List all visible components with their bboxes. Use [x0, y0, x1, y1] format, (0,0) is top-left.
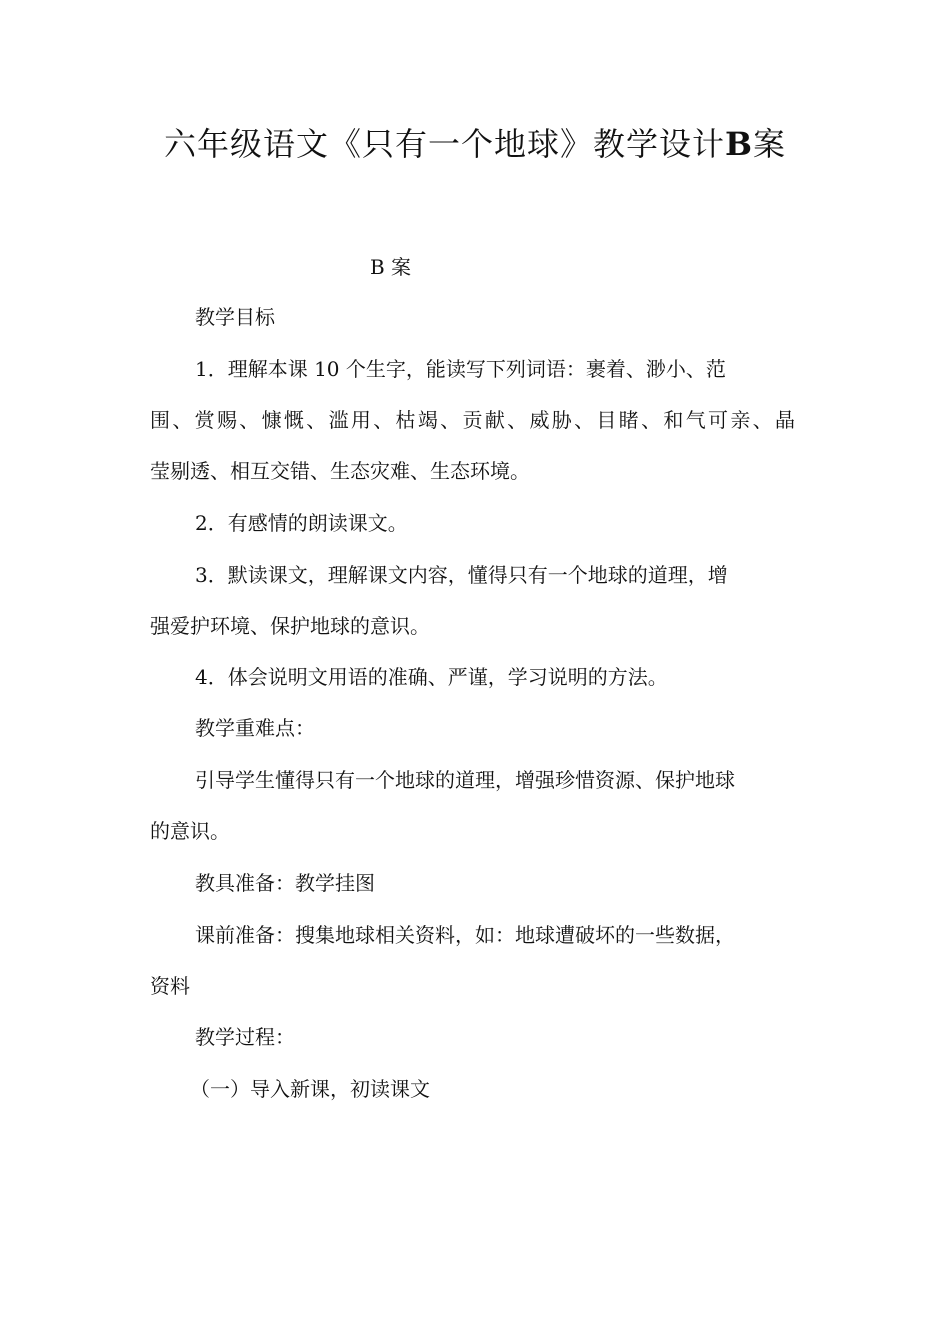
title-main-text: 六年级语文《只有一个地球》教学设计 — [163, 125, 725, 163]
objective-3-line-1: 3．默读课文，理解课文内容，懂得只有一个地球的道理，增 — [195, 563, 728, 587]
objective-4: 4．体会说明文用语的准确、严谨，学习说明的方法。 — [195, 665, 668, 689]
objectives-heading: 教学目标 — [195, 305, 275, 329]
objective-1-line-3: 莹剔透、相互交错、生态灾难、生态环境。 — [150, 459, 530, 483]
preparation-line-1: 课前准备：搜集地球相关资料，如：地球遭破坏的一些数据， — [195, 923, 735, 947]
objective-3-line-2: 强爱护环境、保护地球的意识。 — [150, 614, 430, 638]
section-1-heading: （一）导入新课，初读课文 — [190, 1077, 430, 1101]
document-title — [0, 118, 950, 170]
key-points-line-1: 引导学生懂得只有一个地球的道理，增强珍惜资源、保护地球 — [195, 768, 735, 792]
objective-1-line-2: 围、赏赐、慷慨、滥用、枯竭、贡献、威胁、目睹、和气可亲、晶 — [150, 408, 795, 432]
objective-2: 2．有感情的朗读课文。 — [195, 511, 408, 535]
key-points-line-2: 的意识。 — [150, 819, 230, 843]
process-heading: 教学过程： — [195, 1025, 295, 1049]
objective-1-line-1: 1．理解本课 10 个生字，能读写下列词语：裹着、渺小、范 — [195, 357, 726, 381]
title-bold-letter: B — [724, 125, 754, 163]
plan-subtitle: B 案 — [370, 255, 412, 279]
key-points-heading: 教学重难点： — [195, 716, 315, 740]
preparation-line-2: 资料 — [150, 974, 190, 998]
title-end-text: 案 — [753, 125, 787, 163]
teaching-aids: 教具准备：教学挂图 — [195, 871, 375, 895]
